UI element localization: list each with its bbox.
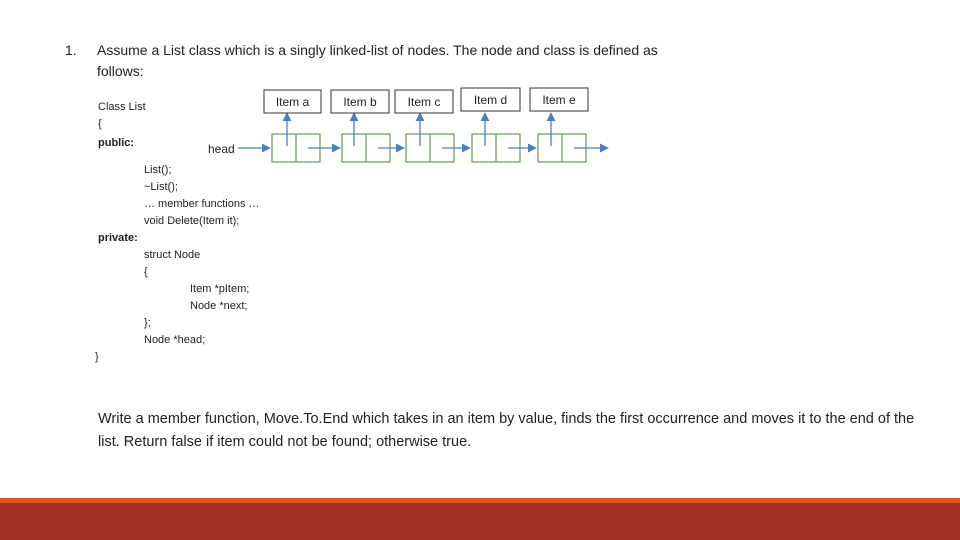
linked-list-diagram [0,0,960,200]
item-box [331,90,389,113]
code-public: public: [98,137,135,149]
code-delete-fn: void Delete(Item it); [144,215,240,227]
item-box [264,90,321,113]
code-struct-decl: struct Node [144,249,201,261]
footer-bar [0,503,960,540]
code-struct-open: { [144,266,148,278]
code-ctor: List(); [144,164,172,176]
item-label: Item b [343,95,377,109]
code-private: private: [98,232,138,244]
code-next: Node *next; [190,300,248,312]
item-label: Item c [407,95,441,109]
item-label: Item e [542,93,576,107]
code-head-member: Node *head; [144,334,206,346]
code-pitem: Item *pItem; [190,283,250,295]
code-dtor: ~List(); [144,181,178,193]
question-text: Assume a List class which is a singly linked-list of nodes. The node and class is defined as follows: [97,42,658,79]
code-open-brace: { [98,118,102,130]
code-struct-close: }; [144,317,151,329]
code-class-decl: Class List [98,101,146,113]
item-label: Item d [473,93,508,107]
head-label: head [208,142,235,156]
code-member-functions: … member functions … [144,198,260,210]
item-label: Item a [275,95,310,109]
item-box [530,88,588,111]
code-close-brace: } [95,351,99,363]
task-description: Write a member function, Move.To.End which takes in an item by value, finds the first occurrence and moves it to the end of the list. Return false if item could not be found; otherwise true. [98,411,915,450]
item-box [461,88,520,111]
question-number: 1. [65,42,77,58]
item-box [395,90,453,113]
